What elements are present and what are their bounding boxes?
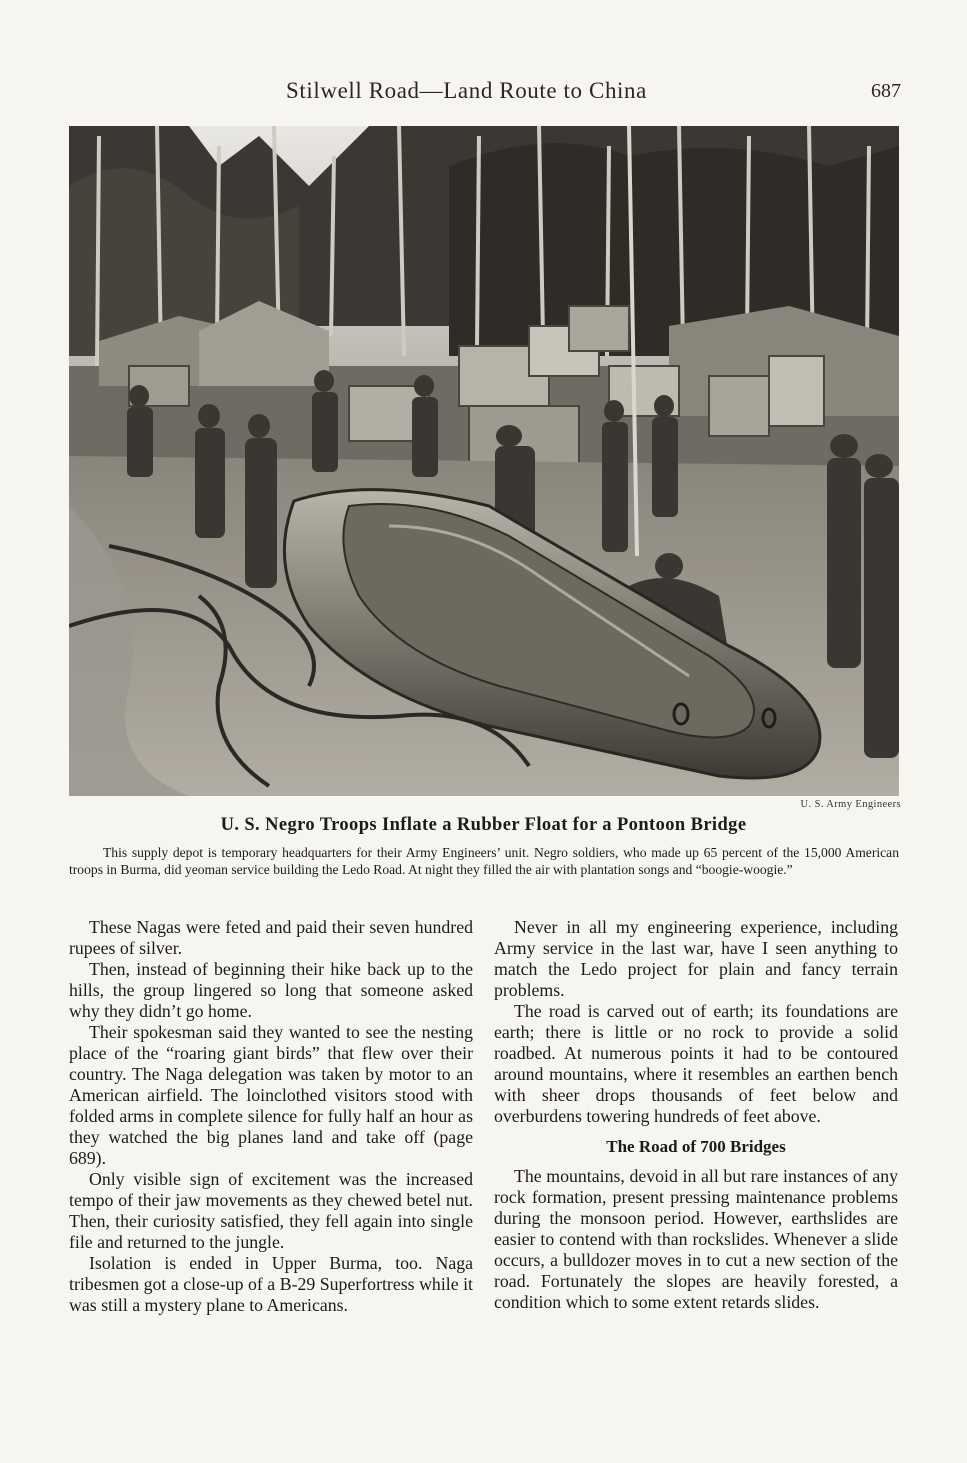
body-paragraph: Then, instead of beginning their hike back up to the hills, the group lingered so long that someone asked why they didn’t go home. bbox=[69, 959, 473, 1021]
section-subheading: The Road of 700 Bridges bbox=[606, 1137, 786, 1156]
left-column bbox=[69, 917, 473, 1316]
caption-title: U. S. Negro Troops Inflate a Rubber Float for a Pontoon Bridge bbox=[220, 815, 747, 835]
body-paragraph: The road is carved out of earth; its foundations are earth; there is little or no rock to provide a solid roadbed. At numerous points it had to be contoured around mountains, where it resembles an earthen bench with sheer drops thousands of feet below and overburdens towering hundreds of feet above. bbox=[494, 1001, 898, 1126]
right-column bbox=[494, 917, 898, 1313]
body-paragraph: Only visible sign of excitement was the increased tempo of their jaw movements as they chewed betel nut. Then, their curiosity satisfied, they fell again into single file and returned to the jungle. bbox=[69, 1169, 473, 1252]
body-paragraph: Their spokesman said they wanted to see the nesting place of the “roaring giant birds” that flew over their country. The Naga delegation was taken by motor to an American airfield. The loinclothed visitors stood with folded arms in complete silence for fully half an hour as they watched the big planes land and take off (page 689). bbox=[69, 1022, 473, 1168]
troops-inflating-rubber-float-photo bbox=[69, 126, 899, 796]
running-head bbox=[0, 78, 967, 112]
photo-credit: U. S. Army Engineers bbox=[800, 799, 901, 810]
photo-illustration bbox=[69, 126, 899, 796]
body-paragraph: Isolation is ended in Upper Burma, too. Naga tribesmen got a close-up of a B-29 Superfortress while it was still a mystery plane to Americans. bbox=[69, 1253, 473, 1315]
caption-body: This supply depot is temporary headquarters for their Army Engineers’ unit. Negro soldiers, who made up 65 percent of the 15,000 American troops in Burma, did yeoman service building the Ledo Road. At night they filled the air with plantation songs and “boogie-woogie.” bbox=[69, 845, 899, 877]
page-number: 687 bbox=[871, 80, 901, 102]
body-paragraph: The mountains, devoid in all but rare instances of any rock formation, present pressing maintenance problems during the monsoon period. However, earthslides are easier to contend with than rockslides. Whenever a slide occurs, a bulldozer moves in to cut a new section of the road. Fortunately the slopes are heavily forested, a condition which to some extent retards slides. bbox=[494, 1166, 898, 1312]
body-paragraph: These Nagas were feted and paid their seven hundred rupees of silver. bbox=[69, 917, 473, 958]
body-paragraph: Never in all my engineering experience, including Army service in the last war, have I seen anything to match the Ledo project for plain and fancy terrain problems. bbox=[494, 917, 898, 1000]
running-title: Stilwell Road—Land Route to China bbox=[286, 78, 647, 103]
